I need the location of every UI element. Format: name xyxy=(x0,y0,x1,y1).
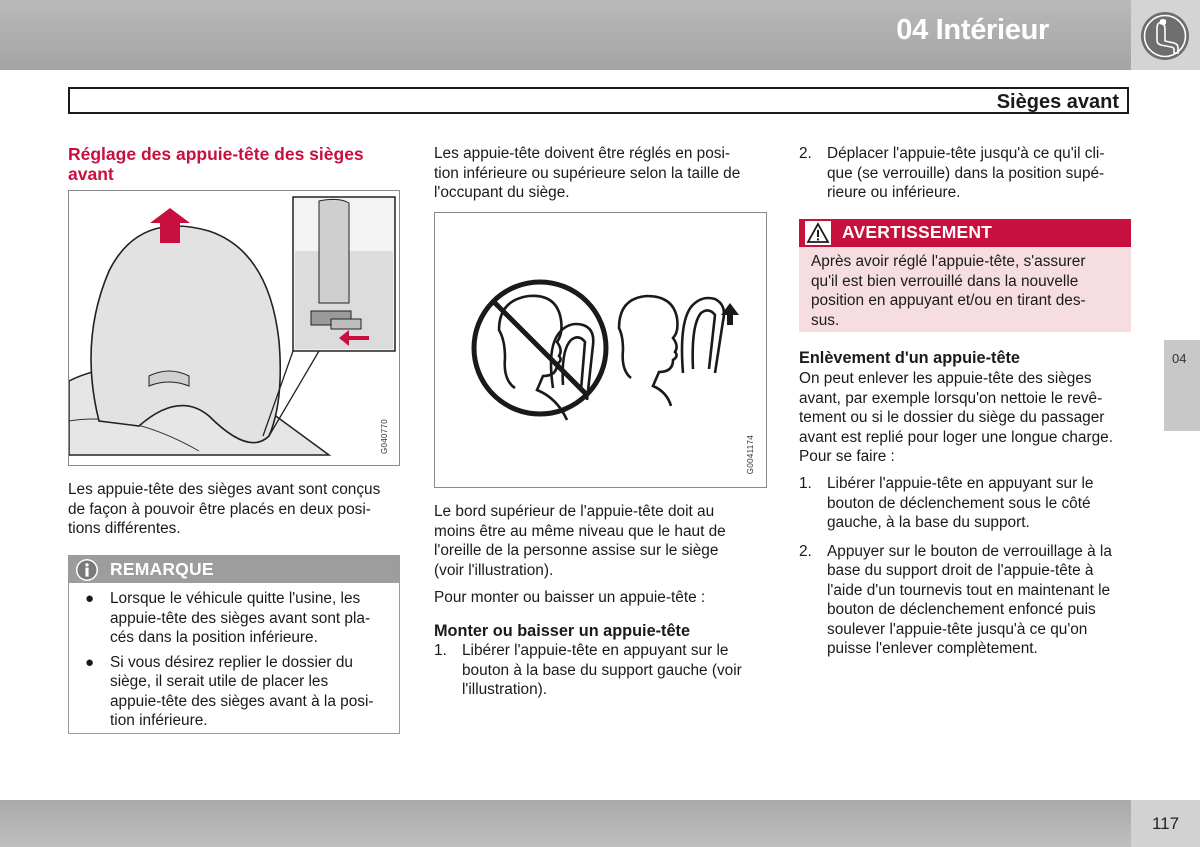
text-line: Après avoir réglé l'appuie-tête, s'assurer xyxy=(811,253,1086,270)
adjust-steps xyxy=(434,641,774,700)
headrest-height-illustration xyxy=(435,213,766,487)
adjust-intro: Pour monter ou baisser un appuie-tête : xyxy=(434,589,706,606)
step-item xyxy=(799,144,1139,203)
step-item xyxy=(799,542,1139,659)
text-line: Le bord supérieur de l'appuie-tête doit au xyxy=(434,503,715,520)
headrest-intro xyxy=(434,144,774,203)
text-line: (voir l'illustration). xyxy=(434,561,554,579)
section-title-bar xyxy=(68,87,1129,114)
heading-line: Réglage des appuie-tête des sièges xyxy=(68,144,364,164)
header-bar xyxy=(0,0,1131,70)
text-line: appuie-tête des sièges avant à la posi- xyxy=(110,692,374,710)
text-line: appuie-tête des sièges avant sont pla- xyxy=(110,609,371,627)
warning-header xyxy=(799,219,1131,247)
step-number: 1. xyxy=(799,475,812,492)
step-number: 1. xyxy=(434,642,447,659)
page-number-box xyxy=(1131,800,1200,847)
text-line: tement ou si le dossier du siège du passager xyxy=(799,409,1105,426)
footer-bar xyxy=(0,800,1131,847)
text-line: bouton à la base du support gauche (voir xyxy=(462,661,742,679)
bullet: ● xyxy=(85,653,95,671)
text-line: tions différentes. xyxy=(68,520,181,537)
text-line: l'occupant du siège. xyxy=(434,184,570,201)
step-number: 2. xyxy=(799,145,812,162)
step-number: 2. xyxy=(799,542,812,560)
text-line: tion inférieure ou supérieure selon la taille de xyxy=(434,164,741,182)
section-title: Sièges avant xyxy=(996,91,1119,113)
text-line: avant est replié pour loger une longue charge. xyxy=(799,428,1114,446)
headrest-adjustment-figure xyxy=(68,190,400,466)
subheading: Enlèvement d'un appuie-tête xyxy=(799,349,1020,367)
list-item xyxy=(81,589,391,648)
text-line: gauche, à la base du support. xyxy=(827,514,1030,531)
headrest-level-paragraph xyxy=(434,502,774,580)
text-line: tion inférieure. xyxy=(110,712,208,729)
warning-box xyxy=(799,219,1131,332)
warning-triangle-icon xyxy=(805,221,831,245)
figure-code: G040770 xyxy=(380,419,389,455)
heading-line: avant xyxy=(68,164,114,184)
note-title: REMARQUE xyxy=(110,559,214,579)
text-line: Libérer l'appuie-tête en appuyant sur le xyxy=(827,475,1094,492)
seat-icon xyxy=(1139,10,1191,62)
note-box xyxy=(68,555,400,734)
text-line: avant, par exemple lorsqu'on nettoie le revê- xyxy=(799,389,1103,407)
text-line: puisse l'enlever complètement. xyxy=(827,640,1038,657)
text-line: soulever l'appuie-tête jusqu'à ce qu'on xyxy=(827,620,1088,638)
text-line: base du support droit de l'appuie-tête à xyxy=(827,562,1094,579)
text-line: Lorsque le véhicule quitte l'usine, les xyxy=(110,590,361,607)
headrest-height-figure xyxy=(434,212,767,488)
text-line: On peut enlever les appuie-tête des sièges xyxy=(799,370,1092,387)
warning-text xyxy=(811,252,1111,330)
step-continued xyxy=(799,144,1139,203)
text-line: bouton de déclenchement enfoncé puis xyxy=(827,601,1096,618)
step-item xyxy=(799,474,1139,533)
warning-title: AVERTISSEMENT xyxy=(842,222,993,242)
info-icon xyxy=(75,558,99,582)
intro-paragraph xyxy=(68,480,408,539)
headrest-illustration xyxy=(69,191,399,465)
text-line: l'aide d'un tournevis tout en maintenant le xyxy=(827,581,1111,599)
chapter-side-tab xyxy=(1164,340,1200,431)
note-header xyxy=(69,556,399,583)
removal-steps xyxy=(799,474,1139,659)
bullet: ● xyxy=(85,590,95,607)
text-line: Pour se faire : xyxy=(799,448,895,465)
side-tab-label: 04 xyxy=(1172,351,1187,366)
text-line: rieure ou inférieure. xyxy=(827,184,961,201)
text-line: que (se verrouille) dans la position supé- xyxy=(827,164,1105,182)
text-line: Les appuie-tête des sièges avant sont conçus xyxy=(68,481,381,498)
removal-paragraph xyxy=(799,369,1139,467)
text-line: qu'il est bien verrouillé dans la nouvelle xyxy=(811,272,1079,290)
text-line: Déplacer l'appuie-tête jusqu'à ce qu'il cli- xyxy=(827,145,1105,162)
step-item xyxy=(434,641,774,700)
figure-code: G0041174 xyxy=(746,435,755,475)
chapter-icon-box xyxy=(1131,0,1200,70)
page-number: 117 xyxy=(1151,814,1180,833)
text-line: Si vous désirez replier le dossier du xyxy=(110,653,353,671)
text-line: position en appuyant et/ou en tirant des- xyxy=(811,292,1086,309)
text-line: de façon à pouvoir être placés en deux posi- xyxy=(68,500,371,518)
text-line: Les appuie-tête doivent être réglés en posi- xyxy=(434,145,731,162)
text-line: moins être au même niveau que le haut de xyxy=(434,522,726,540)
note-list xyxy=(81,589,391,736)
text-line: l'illustration). xyxy=(462,681,548,698)
text-line: l'oreille de la personne assise sur le siège xyxy=(434,542,719,559)
text-line: Libérer l'appuie-tête en appuyant sur le xyxy=(462,642,729,659)
chapter-title: 04 Intérieur xyxy=(896,14,1049,46)
text-line: bouton de déclenchement sous le côté xyxy=(827,494,1091,512)
text-line: sus. xyxy=(811,311,840,329)
text-line: siège, il serait utile de placer les xyxy=(110,673,329,690)
text-line: Appuyer sur le bouton de verrouillage à la xyxy=(827,542,1112,560)
text-line: cés dans la position inférieure. xyxy=(110,629,318,646)
section-heading xyxy=(68,144,398,184)
subheading: Monter ou baisser un appuie-tête xyxy=(434,622,691,640)
list-item xyxy=(81,653,391,731)
